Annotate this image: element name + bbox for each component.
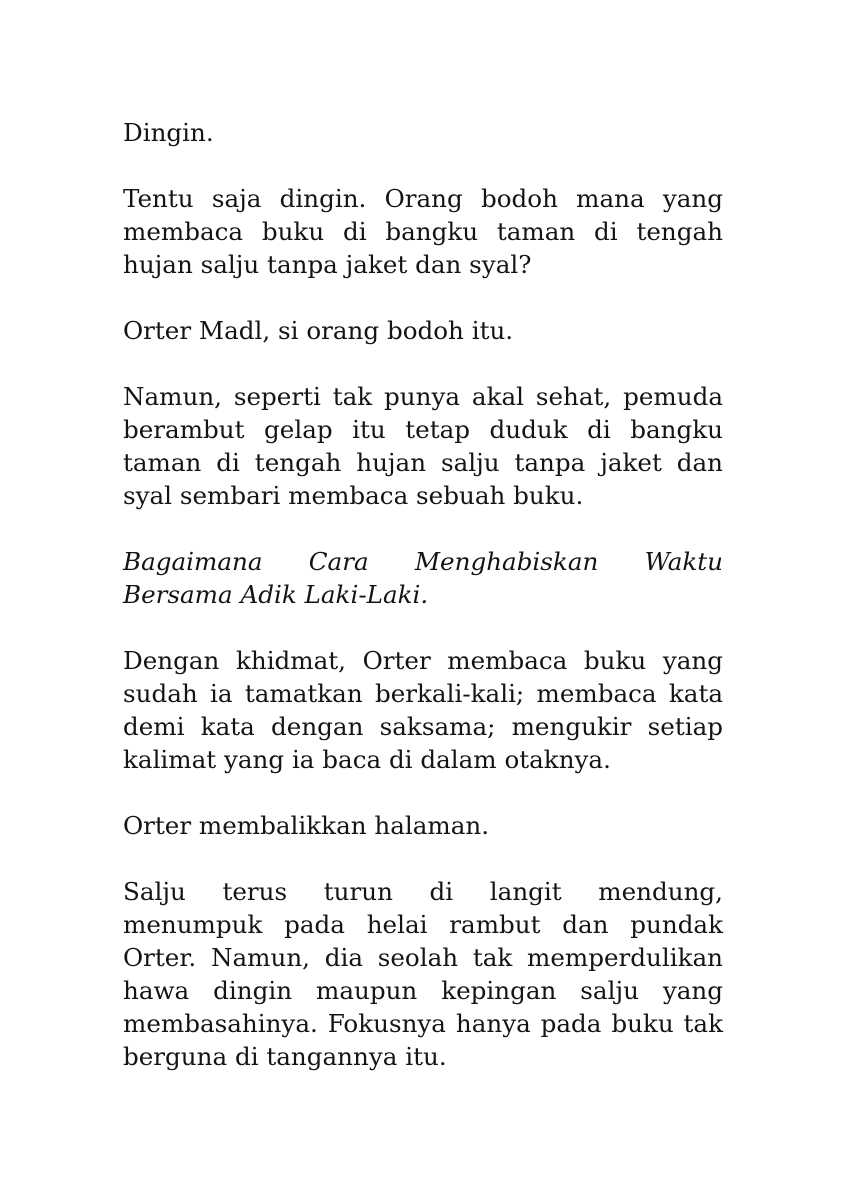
paragraph: Orter membalikkan halaman. (123, 811, 490, 840)
paragraph: Namun, seperti tak punya akal sehat, pemuda berambut gelap itu tetap duduk di bangku taman di tengah hujan salju tanpa jaket dan syal sembari membaca sebuah buku. (123, 382, 723, 510)
book-title-paragraph: Bagaimana Cara Menghabiskan Waktu Bersama Adik Laki-Laki. (123, 547, 723, 609)
paragraph: Dengan khidmat, Orter membaca buku yang sudah ia tamatkan berkali-kali; membaca kata demi kata dengan saksama; mengukir setiap kalimat yang ia baca di dalam otaknya. (123, 646, 723, 774)
document-page (123, 116, 723, 1073)
paragraph: Salju terus turun di langit mendung, menumpuk pada helai rambut dan pundak Orter. Namun, dia seolah tak memperdulikan hawa dingin maupun kepingan salju yang membasahinya. Fokusnya hanya pada buku tak berguna di tangannya itu. (123, 877, 723, 1071)
paragraph: Dingin. (123, 118, 214, 147)
paragraph: Orter Madl, si orang bodoh itu. (123, 316, 514, 345)
paragraph: Tentu saja dingin. Orang bodoh mana yang membaca buku di bangku taman di tengah hujan salju tanpa jaket dan syal? (123, 184, 723, 279)
